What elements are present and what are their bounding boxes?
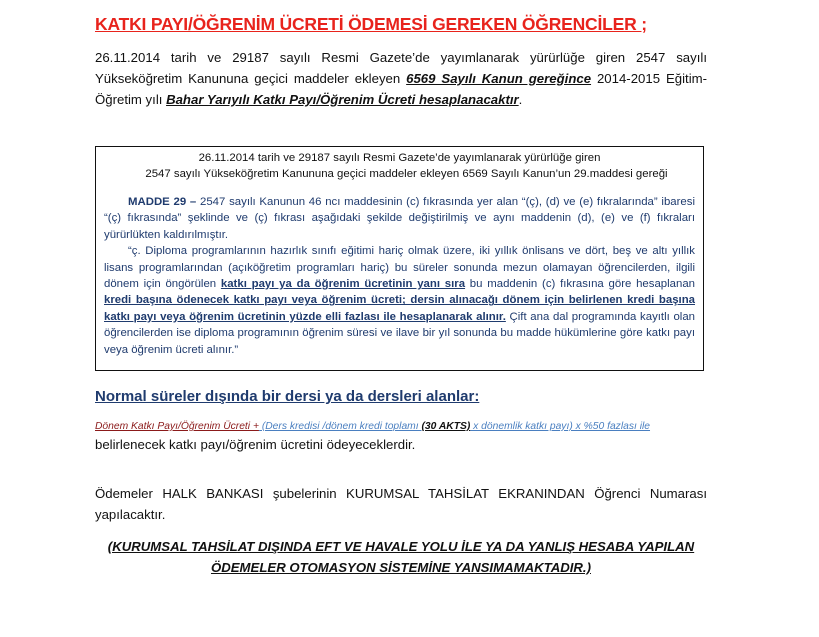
quote-emphasis-1: katkı payı ya da öğrenim ücretinin yanı sıra [220,278,466,291]
quote-emphasis-2: kredi başına ödenecek katkı payı veya öğrenim ücreti; dersin alınacağı dönem için belirlenen kredi başına katkı payı veya öğrenim ücretinin yüzde elli fazlası ile hesaplanarak alınır. [104,294,695,323]
formula-term-akts: (30 AKTS) [421,421,471,432]
formula-term-surcharge: x dönemlik katkı payı) x %50 fazlası ile [470,421,651,432]
madde-paragraph [104,194,695,243]
warning-line-1: (KURUMSAL TAHSİLAT DIŞINDA EFT VE HAVALE YOLU İLE YA DA YANLIŞ HESABA YAPILAN [107,539,695,554]
quote-paragraph [104,243,695,358]
section-heading: Normal süreler dışında bir dersi ya da dersleri alanlar: [95,388,480,405]
formula-term-base-fee: Dönem Katkı Payı/Öğrenim Ücreti + [95,421,259,432]
intro-text-2: 2014-2015 Eğitim-Öğretim yılı [95,71,707,107]
warning-note [95,536,707,578]
quote-text-2: bu maddenin (c) fıkrasına göre hesaplanan [465,278,695,291]
law-excerpt-box [95,146,704,371]
fee-formula [95,420,707,434]
intro-text-3: . [518,92,523,107]
law-excerpt-header-line1: 26.11.2014 tarih ve 29187 sayılı Resmi Gazete’de yayımlanarak yürürlüğe giren [198,152,601,164]
law-excerpt-header-line2: 2547 sayılı Yükseköğretim Kanununa geçici maddeler ekleyen 6569 Sayılı Kanun’un 29.maddesi gereği [145,168,668,180]
intro-emphasis-fee: Bahar Yarıyılı Katkı Payı/Öğrenim Ücreti hesaplanacaktır [166,92,519,107]
intro-text-1: 26.11.2014 tarih ve 29187 sayılı Resmi Gazete’de yayımlanarak yürürlüğe giren 2547 sayılı Yükseköğretim Kanununa geçici maddeler ekleyen [95,50,707,86]
madde-text: 2547 sayılı Kanunun 46 ncı maddesinin (c) fıkrasında yer alan “(ç), (d) ve (e) fıkralarında” ibaresi “(ç) fıkrasında” şeklinde ve (ç) fıkrası aşağıdaki şekilde değiştirilmiş ve aynı maddenin (d), (e) ve (f) fıkraları yürürlükten kaldırılmıştır. [104,196,695,241]
intro-paragraph [95,47,707,110]
law-excerpt-header [96,150,703,182]
formula-term-credit: (Ders kredisi /dönem kredi toplamı [258,421,422,432]
warning-line-2: ÖDEMELER OTOMASYON SİSTEMİNE YANSIMAMAKTADIR.) [210,560,591,575]
quote-text-1: “ç. Diploma programlarının hazırlık sınıfı eğitimi hariç olmak üzere, iki yıllık önlisans ve dört, beş ve altı yıllık lisans programlarından (açıköğretim programları hariç) bu süreler sonunda mezun olamayan öğrencilerden, ilgili dönem için öngörülen [104,245,695,291]
madde-label: MADDE 29 – [128,196,197,208]
document-title: KATKI PAYI/ÖĞRENİM ÜCRETİ ÖDEMESİ GEREKEN ÖĞRENCİLER ; [95,14,647,34]
quote-text-3: Çift ana dal programında kayıtlı olan öğrencilerden ise diploma programının öğrenim süresi ve ilave bir yıl sonunda bu madde hükümlerine göre katkı payı veya öğrenim ücreti alınır.” [104,310,695,356]
intro-emphasis-law: 6569 Sayılı Kanun gereğince [406,71,592,86]
payment-note: Ödemeler HALK BANKASI şubelerinin KURUMSAL TAHSİLAT EKRANINDAN Öğrenci Numarası yapılacaktır. [95,486,707,522]
formula-continuation: belirlenecek katkı payı/öğrenim ücretini ödeyeceklerdir. [95,437,416,452]
law-excerpt-body [104,194,695,358]
